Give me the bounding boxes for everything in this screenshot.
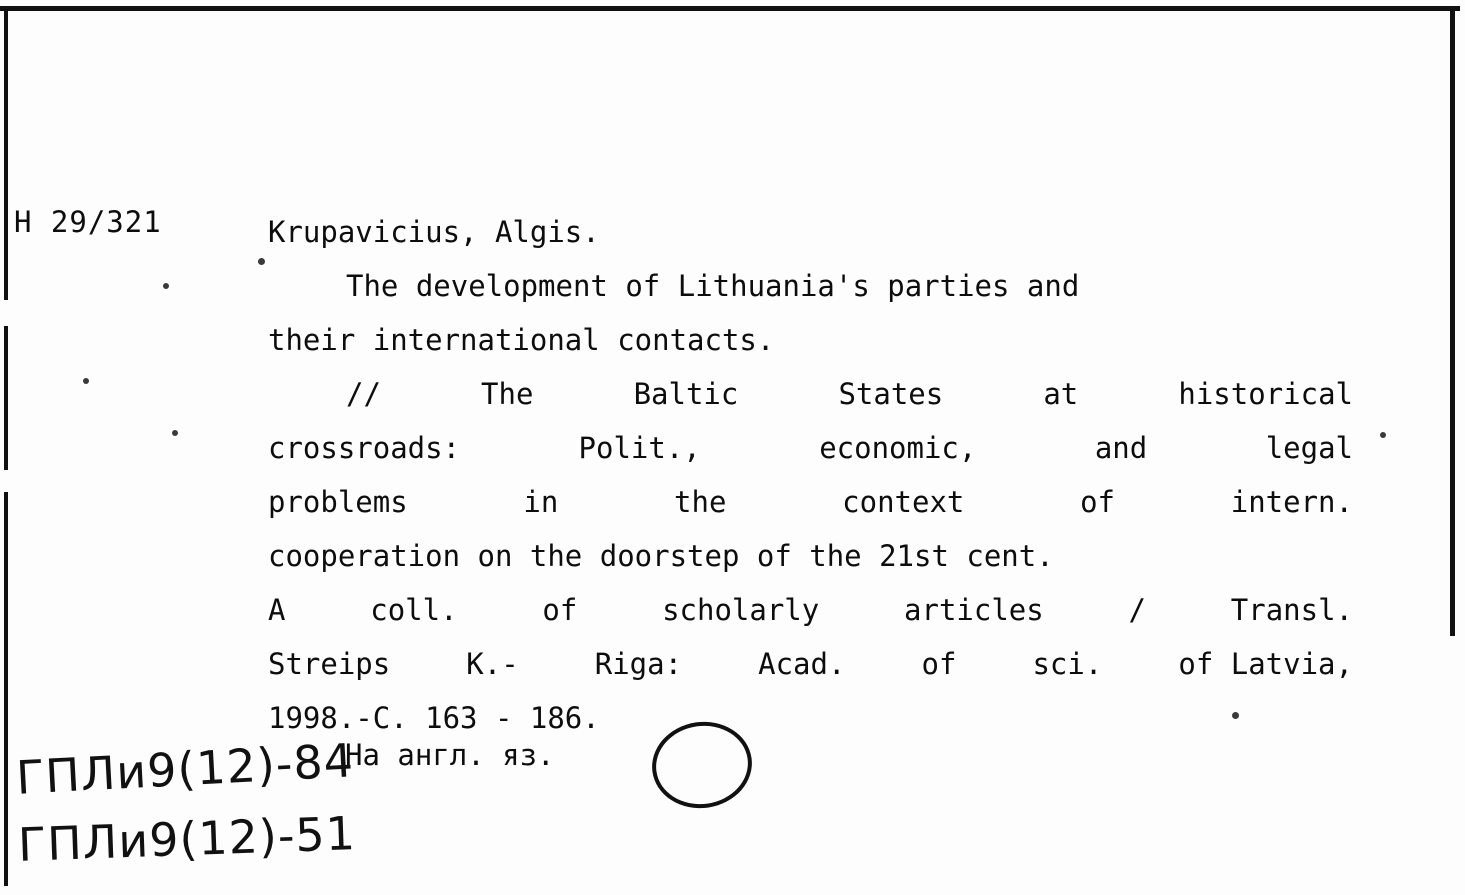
source-token: Streips xyxy=(268,647,391,681)
source-token: context xyxy=(842,485,965,519)
source-token: of xyxy=(542,593,578,627)
scan-speck xyxy=(1232,712,1239,719)
source-token: in xyxy=(523,485,559,519)
source-token: scholarly xyxy=(662,593,820,627)
source-token: sci. xyxy=(1032,647,1103,681)
card-border-left xyxy=(4,6,8,886)
card-border-right xyxy=(1450,6,1455,636)
scan-speck xyxy=(163,283,169,289)
source-token: Baltic xyxy=(633,377,739,411)
source-token: Polit., xyxy=(578,431,701,465)
source-token: Acad. xyxy=(758,647,846,681)
title-line-2: their international contacts. xyxy=(268,323,775,357)
source-line-1 xyxy=(268,367,1353,421)
source-token: of Latvia, xyxy=(1178,647,1353,681)
source-token: The xyxy=(481,377,534,411)
scan-speck xyxy=(1380,432,1386,438)
source-line-7: 1998.-C. 163 - 186. xyxy=(268,701,600,735)
card-border-left-break-2 xyxy=(0,470,10,492)
author-line: Krupavicius, Algis. xyxy=(268,215,600,249)
source-token: Riga: xyxy=(594,647,683,681)
scan-speck xyxy=(83,378,89,384)
source-token: States xyxy=(838,377,944,411)
source-token: K.- xyxy=(466,647,519,681)
source-token: problems xyxy=(268,485,408,519)
scan-speck xyxy=(172,430,178,436)
title-line-1: The development of Lithuania's parties and xyxy=(346,269,1080,303)
source-token: // xyxy=(346,377,381,411)
source-token: intern. xyxy=(1230,485,1353,519)
language-note: На англ. яз. xyxy=(345,738,555,772)
handwritten-shelfmark-1: ГПЛи9(12)-84 xyxy=(14,733,356,805)
card-border-left-break xyxy=(0,300,10,326)
source-token: of xyxy=(1080,485,1116,519)
source-line-4: cooperation on the doorstep of the 21st cent. xyxy=(268,539,1054,573)
source-token: crossroads: xyxy=(268,431,461,465)
source-line-3 xyxy=(268,475,1353,529)
source-line-2 xyxy=(268,421,1353,475)
source-token: at xyxy=(1043,377,1079,411)
source-token: Transl. xyxy=(1230,593,1353,627)
source-token: legal xyxy=(1265,431,1353,465)
scan-speck xyxy=(258,258,265,265)
source-token: historical xyxy=(1178,377,1353,411)
source-line-5 xyxy=(268,583,1353,637)
handwritten-shelfmark-2: ГПЛи9(12)-51 xyxy=(17,806,357,872)
source-token: / xyxy=(1128,593,1146,627)
card-border-top xyxy=(0,6,1460,11)
source-token: and xyxy=(1094,431,1148,465)
source-token: A xyxy=(268,593,286,627)
source-token: coll. xyxy=(370,593,458,627)
source-token: articles xyxy=(904,593,1044,627)
source-token: of xyxy=(921,647,957,681)
source-line-6 xyxy=(268,637,1353,691)
source-token: economic, xyxy=(819,431,977,465)
call-number: H 29/321 xyxy=(14,205,162,239)
source-token: the xyxy=(674,485,727,519)
bibliographic-record xyxy=(268,205,1353,745)
